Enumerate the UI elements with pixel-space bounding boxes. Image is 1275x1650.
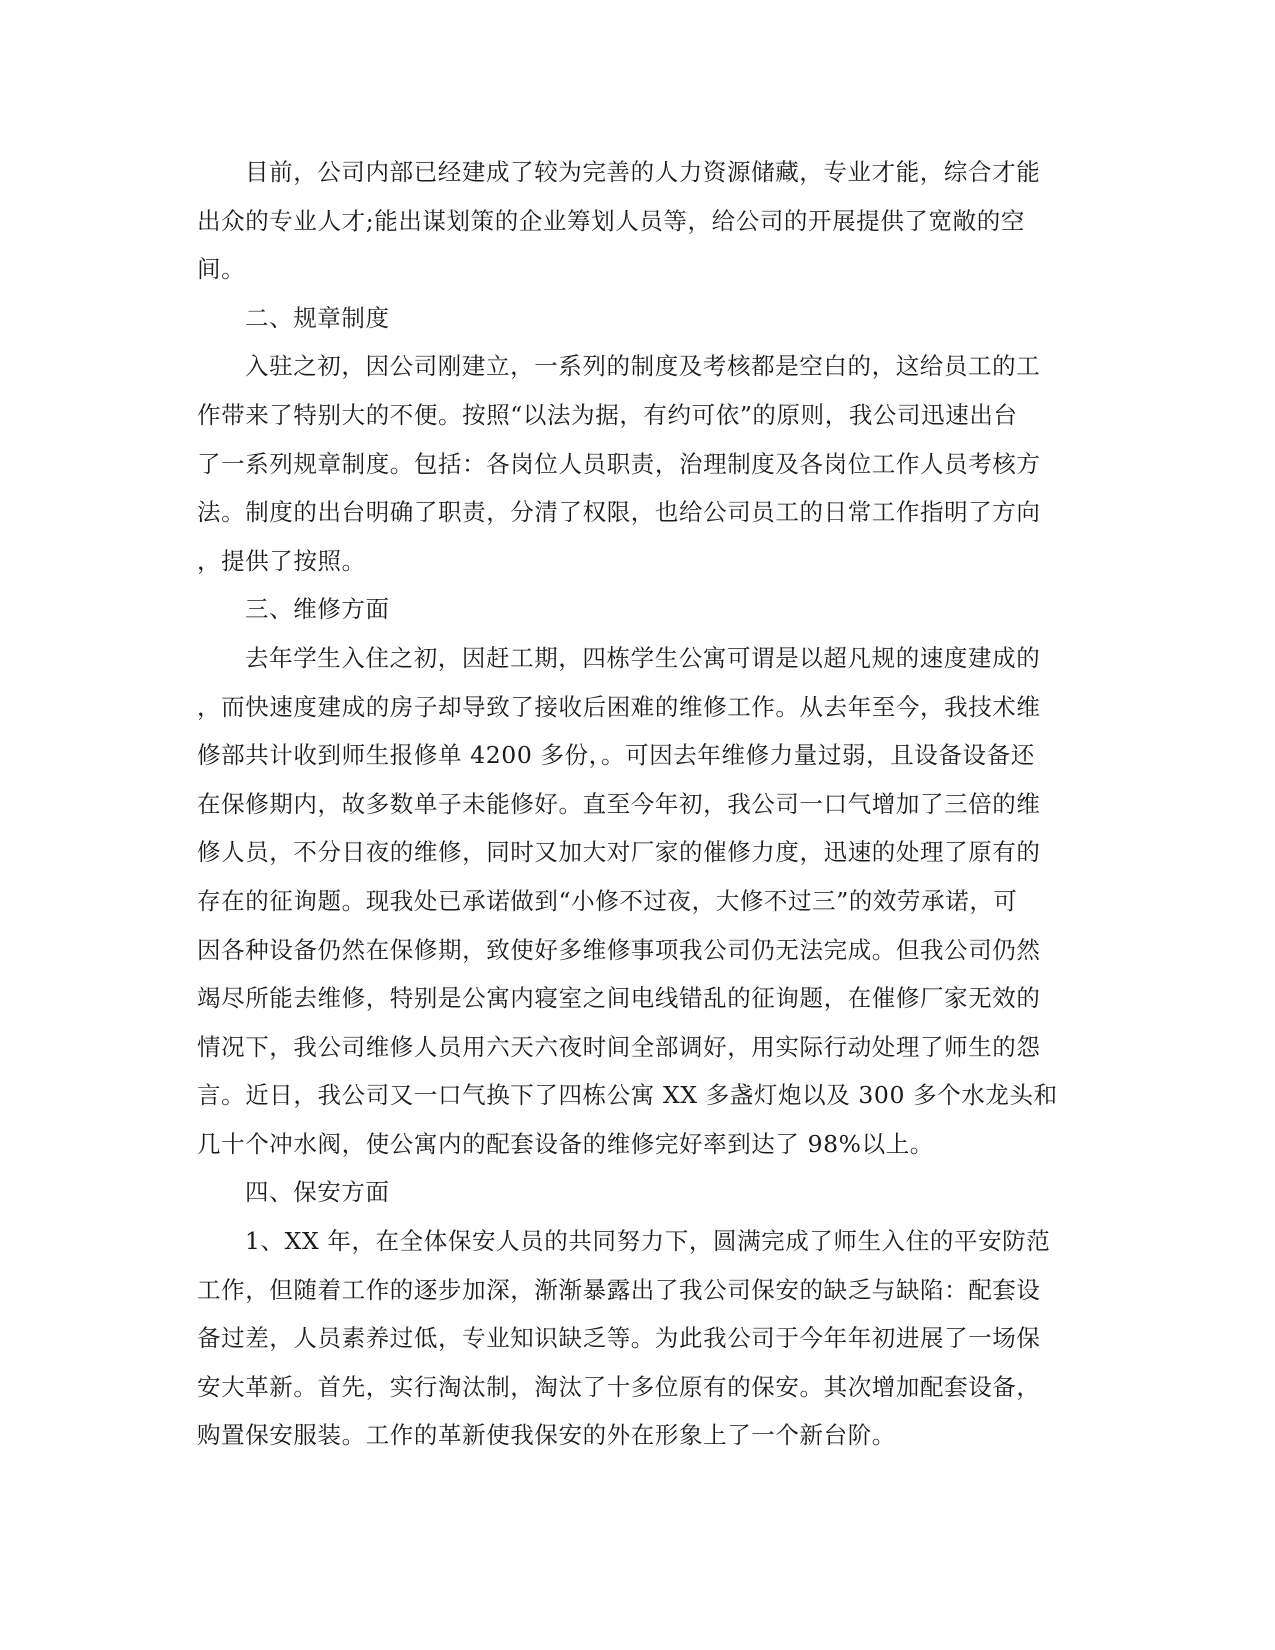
text-line: 1、XX 年，在全体保安人员的共同努力下，圆满完成了师生入住的平安防范	[245, 1227, 1051, 1256]
text-line: 修部共计收到师生报修单 4200 多份，。可因去年维修力量过弱，且设备设备还	[197, 741, 1035, 770]
text-line: 因各种设备仍然在保修期，致使好多维修事项我公司仍无法完成。但我公司仍然	[197, 935, 1041, 964]
text-line: 存在的征询题。现我处已承诺做到“小修不过夜，大修不过三”的效劳承诺，可	[197, 886, 1018, 915]
text-line: ，提供了按照。	[197, 546, 366, 575]
text-line: 修人员，不分日夜的维修，同时又加大对厂家的催修力度，迅速的处理了原有的	[197, 838, 1041, 867]
text-line: 去年学生入住之初，因赶工期，四栋学生公寓可谓是以超凡规的速度建成的	[245, 643, 1041, 672]
text-line: 作带来了特别大的不便。按照“以法为据，有约可依”的原则，我公司迅速出台	[197, 400, 1018, 429]
text-line: 入驻之初，因公司刚建立，一系列的制度及考核都是空白的，这给员工的工	[245, 352, 1041, 381]
text-line: 了一系列规章制度。包括：各岗位人员职责，治理制度及各岗位工作人员考核方	[197, 449, 1041, 478]
heading-text: 三、维修方面	[245, 595, 390, 624]
text-line: 购置保安服装。工作的革新使我保安的外在形象上了一个新台阶。	[197, 1421, 896, 1450]
text-line: 竭尽所能去维修，特别是公寓内寝室之间电线错乱的征询题，在催修厂家无效的	[197, 984, 1041, 1013]
text-line: 工作，但随着工作的逐步加深，渐渐暴露出了我公司保安的缺乏与缺陷：配套设	[197, 1275, 1041, 1304]
heading-text: 四、保安方面	[245, 1178, 390, 1207]
section-heading-rules	[197, 294, 1077, 343]
text-line: 几十个冲水阀，使公寓内的配套设备的维修完好率到达了 98%以上。	[197, 1129, 934, 1158]
text-line: 在保修期内，故多数单子未能修好。直至今年初，我公司一口气增加了三倍的维	[197, 789, 1041, 818]
text-line: 目前，公司内部已经建成了较为完善的人力资源储藏，专业才能，综合才能	[245, 158, 1041, 186]
document-body	[197, 148, 1077, 1460]
text-line: 安大革新。首先，实行淘汰制，淘汰了十多位原有的保安。其次增加配套设备，	[197, 1372, 1041, 1401]
text-line: 情况下，我公司维修人员用六天六夜时间全部调好，用实际行动处理了师生的怨	[197, 1032, 1041, 1061]
paragraph-talent	[197, 148, 1077, 294]
text-line: 言。近日，我公司又一口气换下了四栋公寓 XX 多盏灯炮以及 300 多个水龙头和	[197, 1081, 1058, 1110]
paragraph-maintenance	[197, 634, 1077, 1169]
paragraph-security	[197, 1217, 1077, 1460]
paragraph-rules	[197, 342, 1077, 585]
text-line: 出众的专业人才;能出谋划策的企业筹划人员等，给公司的开展提供了宽敞的空	[197, 206, 1025, 235]
text-line: ，而快速度建成的房子却导致了接收后困难的维修工作。从去年至今，我技术维	[197, 692, 1041, 721]
section-heading-maintenance	[197, 585, 1077, 634]
text-line: 备过差，人员素养过低，专业知识缺乏等。为此我公司于今年年初进展了一场保	[197, 1324, 1041, 1353]
text-line: 法。制度的出台明确了职责，分清了权限，也给公司员工的日常工作指明了方向	[197, 498, 1041, 527]
section-heading-security	[197, 1168, 1077, 1217]
heading-text: 二、规章制度	[245, 303, 390, 332]
text-line: 间。	[197, 255, 246, 284]
